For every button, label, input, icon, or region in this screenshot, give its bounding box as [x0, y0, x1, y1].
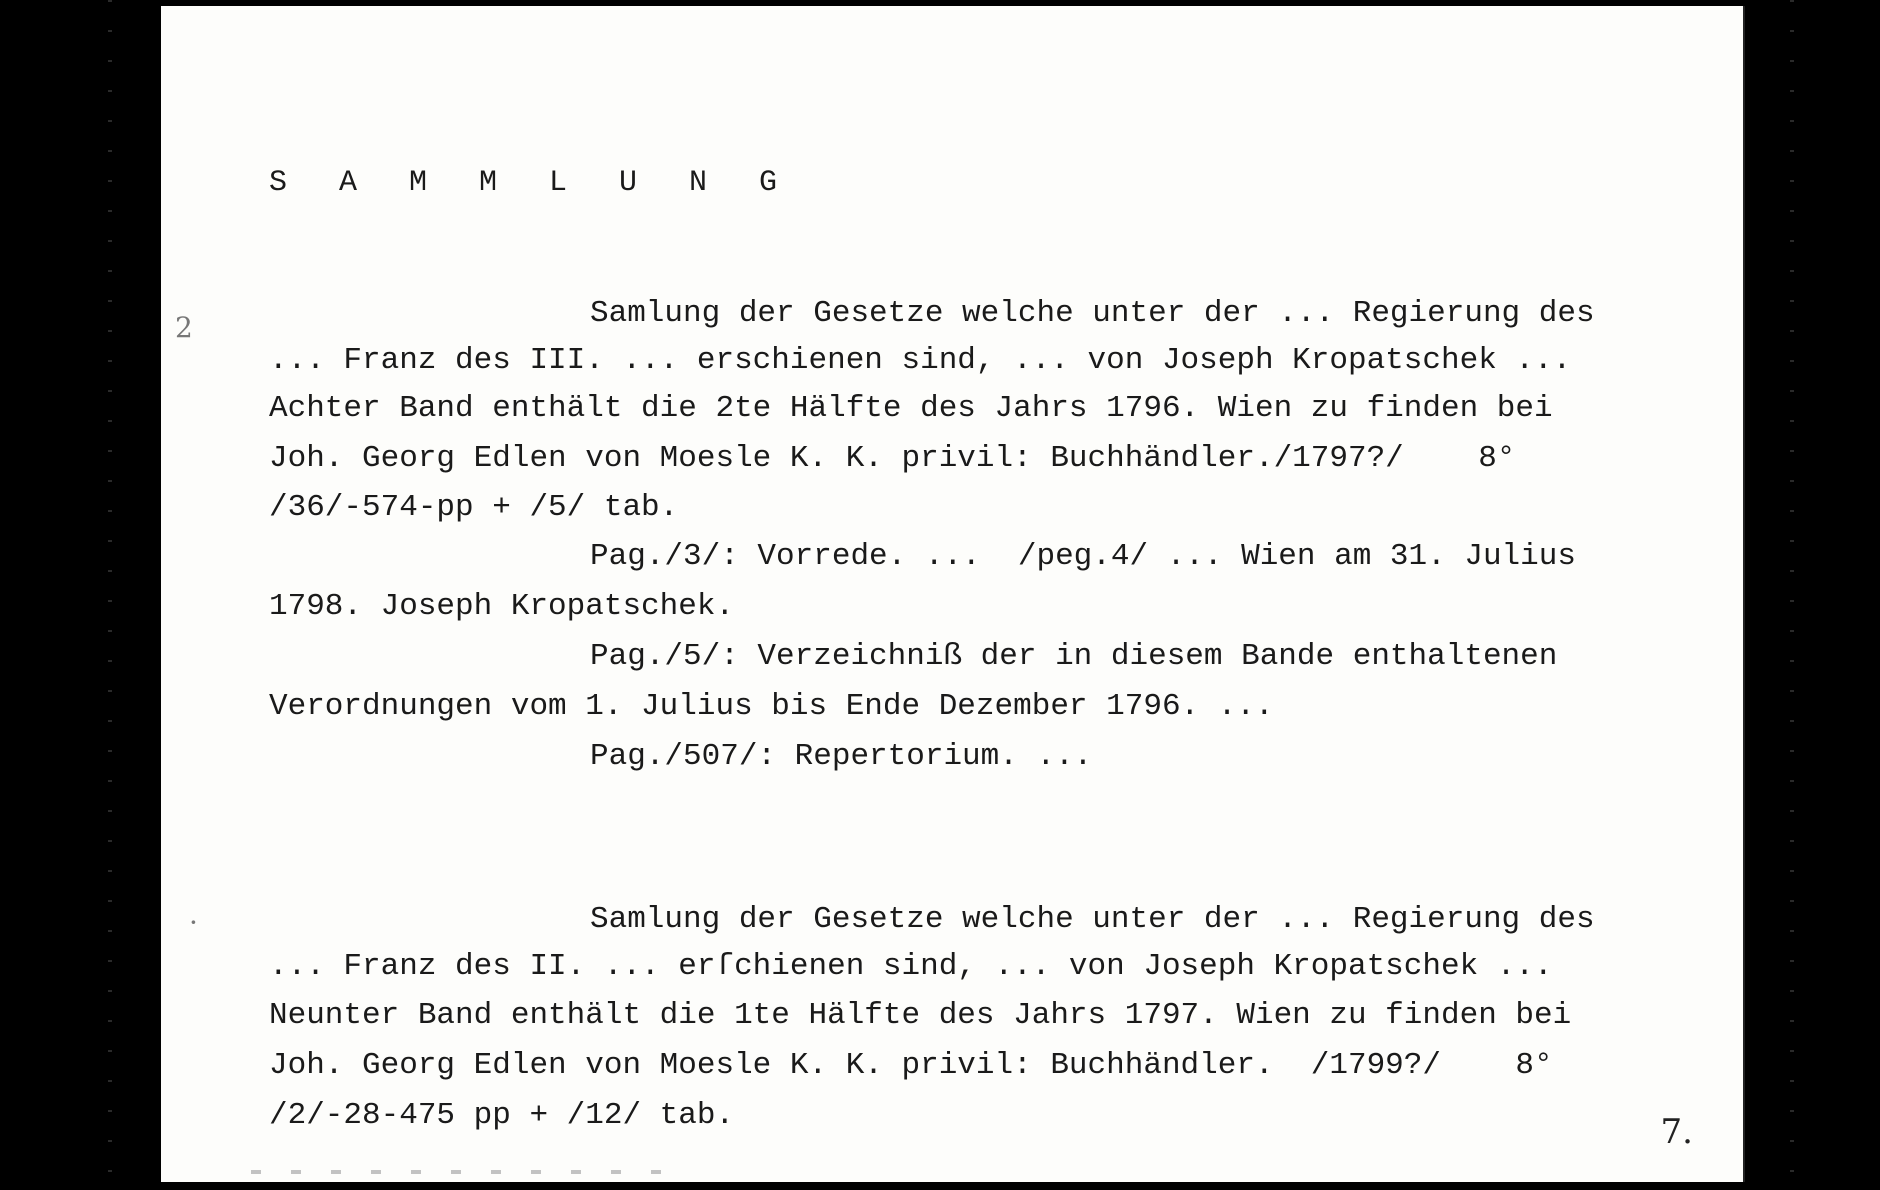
entry-line: /2/-28-475 pp + /12/ tab. — [269, 1098, 735, 1133]
entry-line: Pag./507/: Repertorium. ... — [590, 739, 1093, 774]
entry-line: Verordnungen vom 1. Julius bis Ende Dezember 1796. ... — [269, 689, 1274, 724]
entry-line: Samlung der Gesetze welche unter der ... Regierung des — [590, 296, 1595, 331]
margin-pencil-mark: · — [189, 906, 198, 939]
left-margin-dots — [108, 0, 112, 1190]
margin-pencil-mark: 2 — [175, 311, 193, 344]
entry-line: Pag./5/: Verzeichniß der in diesem Bande enthaltenen — [590, 639, 1558, 674]
entry-line: 1798. Joseph Kropatschek. — [269, 589, 735, 624]
bottom-scuff — [251, 1170, 671, 1174]
card-heading: S A M M L U N G — [269, 166, 795, 200]
entry-line: Achter Band enthält die 2te Hälfte des Jahrs 1796. Wien zu finden bei — [269, 391, 1553, 426]
right-margin-dots — [1790, 0, 1794, 1190]
entry-line: /36/-574-pp + /5/ tab. — [269, 490, 679, 525]
entry-line: Joh. Georg Edlen von Moesle K. K. privil: Buchhändler./1797?/ 8° — [269, 441, 1516, 476]
entry-line: ... Franz des III. ... erschienen sind, ... von Joseph Kropatschek ... — [269, 343, 1572, 378]
entry-line: Neunter Band enthält die 1te Hälfte des Jahrs 1797. Wien zu finden bei — [269, 998, 1572, 1033]
catalog-card — [161, 6, 1745, 1182]
entry-line: Joh. Georg Edlen von Moesle K. K. privil: Buchhändler. /1799?/ 8° — [269, 1048, 1553, 1083]
entry-line: ... Franz des II. ... erſchienen sind, ... von Joseph Kropatschek ... — [269, 949, 1553, 984]
card-number-mark: 7. — [1660, 1112, 1693, 1152]
entry-line: Pag./3/: Vorrede. ... /peg.4/ ... Wien am 31. Julius — [590, 539, 1576, 574]
entry-line: Samlung der Gesetze welche unter der ... Regierung des — [590, 902, 1595, 937]
